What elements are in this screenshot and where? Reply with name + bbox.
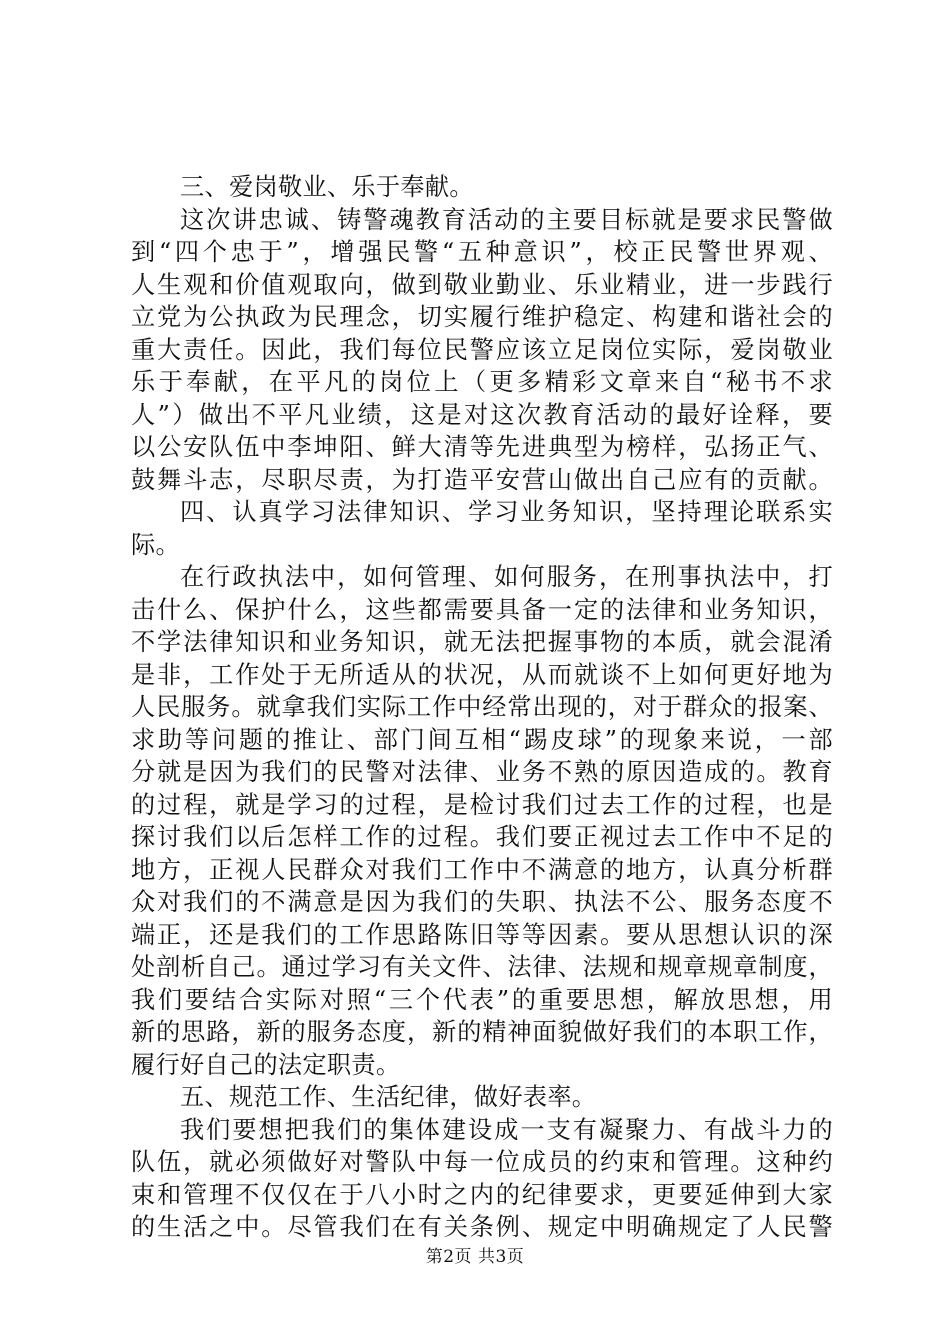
- text-line: 我们要结合实际对照“三个代表”的重要思想，解放思想，用: [131, 985, 833, 1014]
- text-line: 束和管理不仅仅在于八小时之内的纪律要求，更要延伸到大家: [131, 1180, 833, 1209]
- text-line: 人生观和价值观取向，做到敬业勤业、乐业精业，进一步践行: [131, 270, 833, 299]
- text-line: 众对我们的不满意是因为我们的失职、执法不公、服务态度不: [131, 888, 833, 916]
- text-line: 立党为公执政为民理念，切实履行维护稳定、构建和谐社会的: [131, 303, 833, 331]
- text-line: 以公安队伍中李坤阳、鲜大清等先进典型为榜样，弘扬正气、: [131, 433, 833, 461]
- text-line: 际。: [131, 530, 180, 559]
- text-line: 这次讲忠诚、铸警魂教育活动的主要目标就是要求民警做: [180, 205, 833, 234]
- text-line: 人民服务。就拿我们实际工作中经常出现的，对于群众的报案、: [131, 693, 833, 721]
- text-line: 的生活之中。尽管我们在有关条例、规定中明确规定了人民警: [131, 1213, 833, 1241]
- text-line: 人”）做出不平凡业绩，这是对这次教育活动的最好诠释，要: [131, 400, 833, 429]
- document-body: [131, 171, 833, 1244]
- text-line: 探讨我们以后怎样工作的过程。我们要正视过去工作中不足的: [131, 823, 833, 851]
- text-line: 鼓舞斗志，尽职尽责，为打造平安营山做出自己应有的贡献。: [131, 465, 833, 494]
- text-line: 是非，工作处于无所适从的状况，从而就谈不上如何更好地为: [131, 660, 833, 689]
- text-line: 五、规范工作、生活纪律，做好表率。: [180, 1083, 597, 1111]
- text-line: 求助等问题的推让、部门间互相“踢皮球”的现象来说，一部: [131, 725, 833, 754]
- text-line: 三、爱岗敬业、乐于奉献。: [180, 173, 474, 201]
- text-line: 到“四个忠于”，增强民警“五种意识”，校正民警世界观、: [131, 238, 833, 266]
- text-line: 乐于奉献，在平凡的岗位上（更多精彩文章来自“秘书不求: [131, 368, 833, 396]
- text-line: 我们要想把我们的集体建设成一支有凝聚力、有战斗力的: [180, 1115, 833, 1144]
- text-line: 履行好自己的法定职责。: [131, 1050, 401, 1079]
- text-line: 地方，正视人民群众对我们工作中不满意的地方，认真分析群: [131, 855, 833, 884]
- text-line: 分就是因为我们的民警对法律、业务不熟的原因造成的。教育: [131, 758, 833, 786]
- text-line: 新的思路，新的服务态度，新的精神面貌做好我们的本职工作，: [131, 1018, 833, 1046]
- text-line: 击什么、保护什么，这些都需要具备一定的法律和业务知识，: [131, 595, 833, 624]
- text-line: 端正，还是我们的工作思路陈旧等等因素。要从思想认识的深: [131, 920, 833, 949]
- text-line: 处剖析自己。通过学习有关文件、法律、法规和规章规章制度，: [131, 953, 833, 981]
- page-footer: 第2页 共3页: [425, 1247, 525, 1267]
- text-line: 四、认真学习法律知识、学习业务知识，坚持理论联系实: [180, 498, 833, 526]
- text-line: 在行政执法中，如何管理、如何服务，在刑事执法中，打: [180, 563, 833, 591]
- text-line: 重大责任。因此，我们每位民警应该立足岗位实际，爱岗敬业: [131, 335, 833, 364]
- text-line: 的过程，就是学习的过程，是检讨我们过去工作的过程，也是: [131, 790, 833, 819]
- text-line: 不学法律知识和业务知识，就无法把握事物的本质，就会混淆: [131, 628, 833, 656]
- text-line: 队伍，就必须做好对警队中每一位成员的约束和管理。这种约: [131, 1148, 833, 1176]
